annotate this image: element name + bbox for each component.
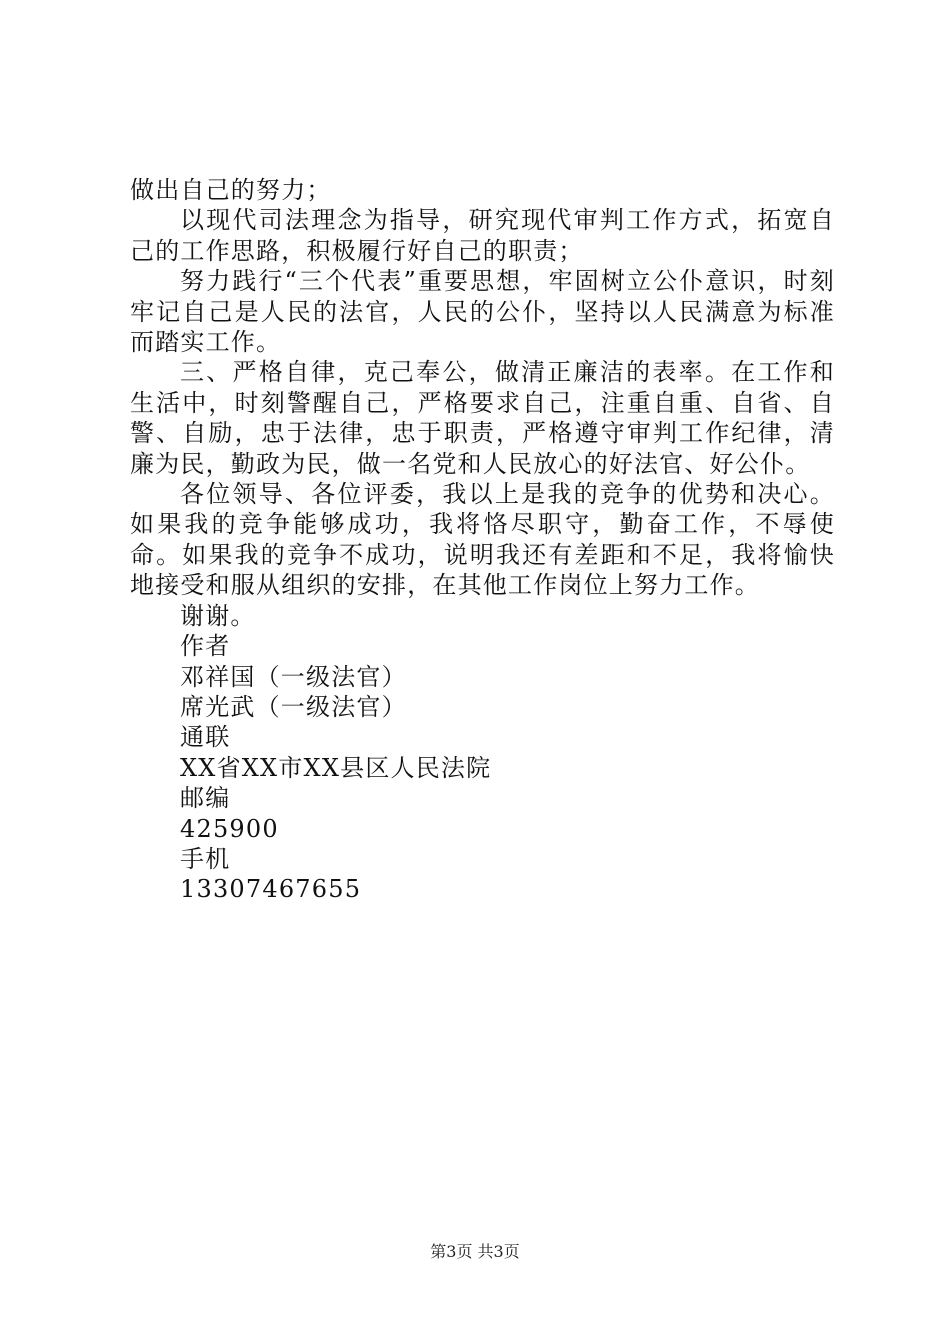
paragraph-three-represents: 努力践行“三个代表”重要思想，牢固树立公仆意识，时刻牢记自己是人民的法官，人民的公仆，坚持以人民满意为标准而踏实工作。 — [130, 267, 835, 357]
paragraph-self-discipline: 三、严格自律，克己奉公，做清正廉洁的表率。在工作和生活中，时刻警醒自己，严格要求自己，注重自重、自省、自警、自励，忠于法律，忠于职责，严格遵守审判工作纪律，清廉为民，勤政为民，做一名党和人民放心的好法官、好公仆。 — [130, 358, 835, 478]
page-footer — [0, 1242, 950, 1262]
author-name-1: 邓祥国（一级法官） — [180, 662, 407, 691]
page-number: 第3页 共3页 — [430, 1242, 520, 1261]
contact-address: XX省XX市XX县区人民法院 — [180, 753, 492, 782]
paragraph-conclusion: 各位领导、各位评委，我以上是我的竞争的优势和决心。如果我的竞争能够成功，我将恪尽职守，勤奋工作，不辱使命。如果我的竞争不成功，说明我还有差距和不足，我将愉快地接受和服从组织的安排，在其他工作岗位上努力工作。 — [130, 480, 835, 600]
postcode-value: 425900 — [180, 814, 279, 843]
document-body — [130, 175, 835, 905]
author-label: 作者 — [180, 632, 231, 661]
author-name-2: 席光武（一级法官） — [180, 692, 407, 721]
thanks-line: 谢谢。 — [180, 601, 256, 630]
paragraph-judicial-philosophy: 以现代司法理念为指导，研究现代审判工作方式，拓宽自己的工作思路，积极履行好自己的职责； — [130, 206, 835, 265]
phone-value: 13307467655 — [180, 875, 362, 904]
postcode-label: 邮编 — [180, 784, 231, 813]
paragraph-continuation: 做出自己的努力； — [130, 176, 332, 204]
contact-label: 通联 — [180, 723, 231, 752]
phone-label: 手机 — [180, 844, 231, 873]
